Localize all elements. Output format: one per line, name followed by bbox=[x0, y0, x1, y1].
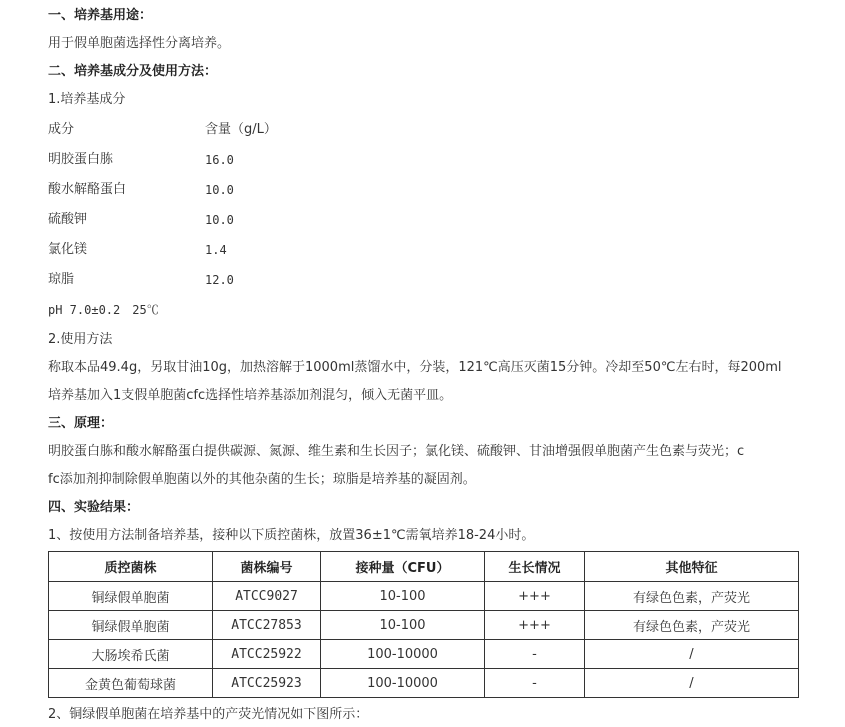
cell-other-features: / bbox=[585, 640, 799, 669]
composition-item-name: 氯化镁 bbox=[48, 242, 88, 257]
composition-item-name: 酸水解酪蛋白 bbox=[48, 182, 127, 197]
purpose-text: 用于假单胞菌选择性分离培养。 bbox=[48, 36, 231, 51]
cell-strain-code: ATCC25923 bbox=[213, 669, 321, 698]
column-header-growth: 生长情况 bbox=[485, 552, 585, 582]
cell-growth: - bbox=[485, 640, 585, 669]
composition-header-value: 含量（g/L） bbox=[205, 122, 277, 137]
cell-strain: 铜绿假单胞菌 bbox=[49, 582, 213, 611]
composition-item-value: 10.0 bbox=[205, 183, 234, 197]
table-row bbox=[49, 640, 799, 669]
cell-strain: 铜绿假单胞菌 bbox=[49, 611, 213, 640]
composition-item-value: 12.0 bbox=[205, 273, 234, 287]
cell-growth: +++ bbox=[485, 611, 585, 640]
section-heading-results: 四、实验结果： bbox=[48, 500, 140, 515]
cell-inoculum: 100-10000 bbox=[321, 640, 485, 669]
usage-text-line-1: 称取本品49.4g，另取甘油10g，加热溶解于1000ml蒸馏水中，分装，121℃高压灭菌15分钟。冷却至50℃左右时，每200ml bbox=[48, 360, 782, 375]
results-item-2: 2、铜绿假单胞菌在培养基中的产荧光情况如下图所示： bbox=[48, 707, 369, 722]
cell-other-features: 有绿色色素，产荧光 bbox=[585, 611, 799, 640]
results-table bbox=[48, 551, 799, 698]
results-item-1: 1、按使用方法制备培养基，接种以下质控菌株，放置36±1℃需氧培养18-24小时。 bbox=[48, 528, 535, 543]
column-header-other-features: 其他特征 bbox=[585, 552, 799, 582]
section-heading-composition-usage: 二、培养基成分及使用方法： bbox=[48, 64, 218, 79]
section-heading-purpose: 一、培养基用途： bbox=[48, 8, 153, 23]
cell-strain-code: ATCC27853 bbox=[213, 611, 321, 640]
cell-other-features: 有绿色色素，产荧光 bbox=[585, 582, 799, 611]
column-header-strain-code: 菌株编号 bbox=[213, 552, 321, 582]
subheading-composition: 1.培养基成分 bbox=[48, 92, 126, 107]
composition-item-value: 10.0 bbox=[205, 213, 234, 227]
composition-item-name: 琼脂 bbox=[48, 272, 75, 287]
composition-item-value: 1.4 bbox=[205, 243, 227, 257]
composition-item-name: 明胶蛋白胨 bbox=[48, 152, 114, 167]
ph-value: pH 7.0±0.2 25℃ bbox=[48, 303, 159, 317]
table-header-row bbox=[49, 552, 799, 582]
principle-text-line-2: fc添加剂抑制除假单胞菌以外的其他杂菌的生长；琼脂是培养基的凝固剂。 bbox=[48, 472, 476, 487]
cell-strain: 金黄色葡萄球菌 bbox=[49, 669, 213, 698]
cell-growth: - bbox=[485, 669, 585, 698]
column-header-strain: 质控菌株 bbox=[49, 552, 213, 582]
section-heading-principle: 三、原理： bbox=[48, 416, 114, 431]
table-row bbox=[49, 669, 799, 698]
column-header-inoculum: 接种量（CFU） bbox=[321, 552, 485, 582]
cell-inoculum: 100-10000 bbox=[321, 669, 485, 698]
composition-item-value: 16.0 bbox=[205, 153, 234, 167]
cell-inoculum: 10-100 bbox=[321, 582, 485, 611]
cell-strain-code: ATCC9027 bbox=[213, 582, 321, 611]
cell-growth: +++ bbox=[485, 582, 585, 611]
principle-text-line-1: 明胶蛋白胨和酸水解酪蛋白提供碳源、氮源、维生素和生长因子；氯化镁、硫酸钾、甘油增强假单胞菌产生色素与荧光；c bbox=[48, 444, 745, 459]
subheading-usage: 2.使用方法 bbox=[48, 332, 113, 347]
table-row bbox=[49, 611, 799, 640]
usage-text-line-2: 培养基加入1支假单胞菌cfc选择性培养基添加剂混匀，倾入无菌平皿。 bbox=[48, 388, 453, 403]
composition-item-name: 硫酸钾 bbox=[48, 212, 88, 227]
table-row bbox=[49, 582, 799, 611]
cell-strain-code: ATCC25922 bbox=[213, 640, 321, 669]
cell-inoculum: 10-100 bbox=[321, 611, 485, 640]
cell-strain: 大肠埃希氏菌 bbox=[49, 640, 213, 669]
cell-other-features: / bbox=[585, 669, 799, 698]
composition-header-name: 成分 bbox=[48, 122, 75, 137]
